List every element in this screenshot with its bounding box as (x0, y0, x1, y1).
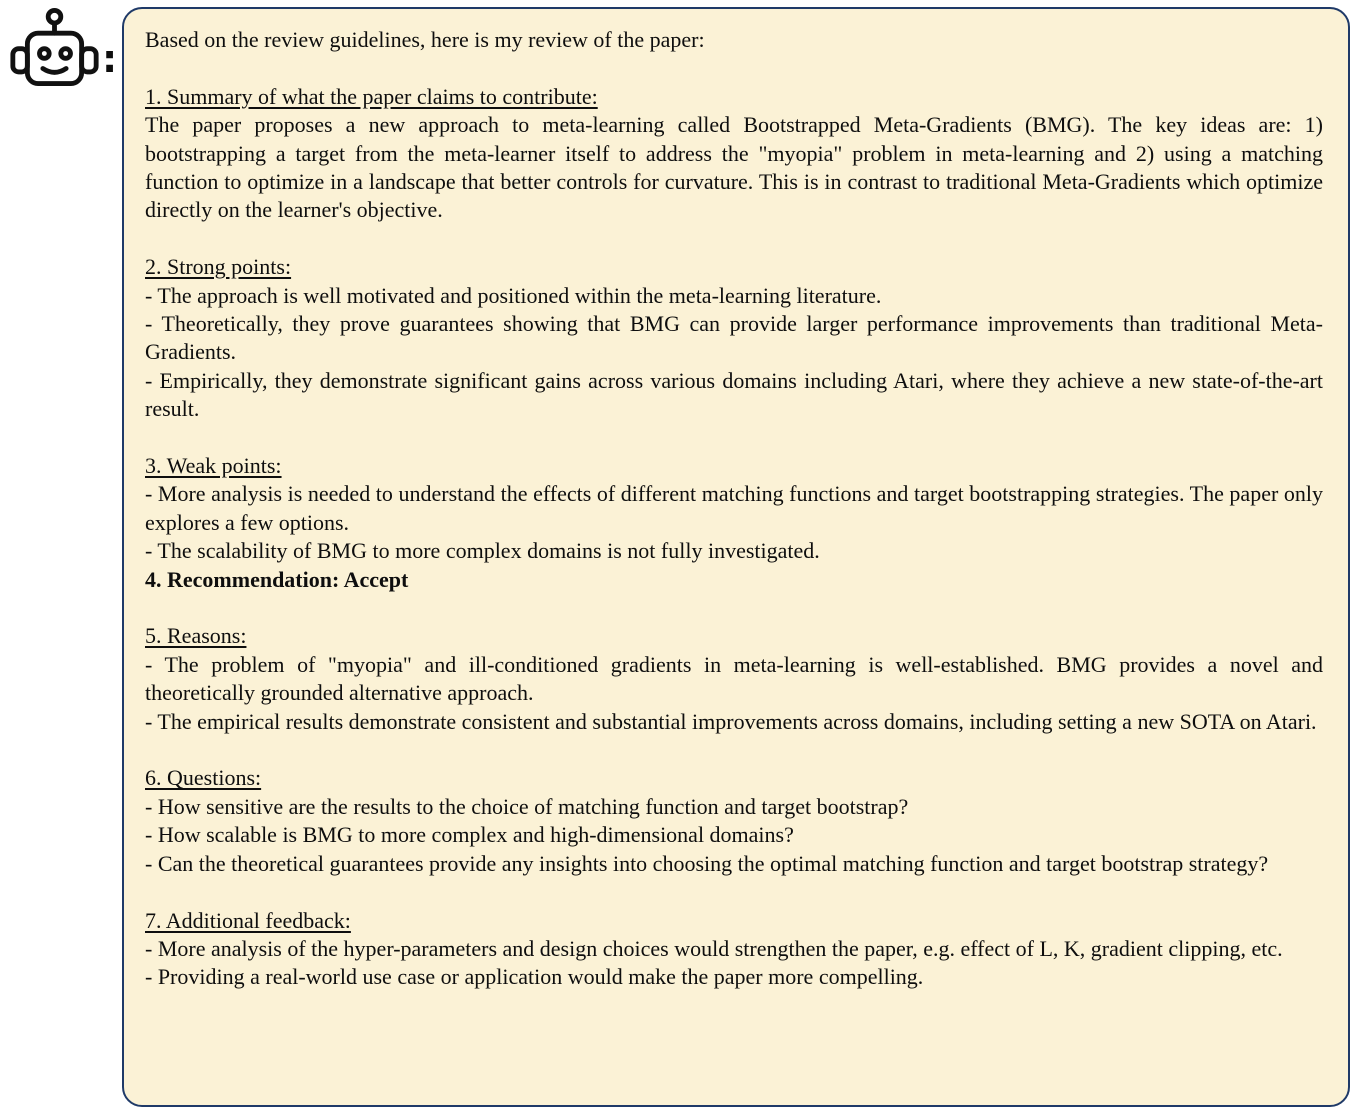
question-item: - How sensitive are the results to the choice of matching function and target bootstrap? (145, 793, 909, 819)
review-section-strong-points (145, 253, 1323, 423)
question-item: - Can the theoretical guarantees provide any insights into choosing the optimal matching function and target bootstrap strategy? (145, 850, 1269, 876)
robot-right-eye (61, 49, 71, 59)
review-section-reasons (145, 622, 1323, 736)
strong-point-item: - Theoretically, they prove guarantees showing that BMG can provide larger performance improvements than traditional Meta-Gradients. (145, 311, 1323, 365)
review-section-additional-feedback (145, 907, 1323, 992)
review-intro: Based on the review guidelines, here is my review of the paper: (145, 27, 705, 52)
strong-point-item: - Empirically, they demonstrate significant gains across various domains including Atari, where they achieve a new state-of-the-art result. (145, 367, 1323, 422)
robot-left-ear (13, 49, 28, 72)
review-section-summary (145, 83, 1323, 225)
robot-mouth (43, 69, 66, 73)
section-heading-weak-points: 3. Weak points: (145, 453, 282, 479)
section-heading-strong-points: 2. Strong points: (145, 254, 292, 280)
review-bubble (122, 7, 1350, 1107)
recommendation-line: 4. Recommendation: Accept (145, 566, 409, 592)
reviewer-avatar (8, 7, 120, 100)
section-heading-summary: 1. Summary of what the paper claims to contribute: (145, 83, 598, 109)
robot-right-ear (82, 49, 97, 72)
weak-point-item: - More analysis is needed to understand the effects of different matching functions and target bootstrapping strategies. The paper only explores a few options. (145, 481, 1323, 535)
robot-left-eye (39, 49, 49, 59)
robot-icon (8, 7, 101, 100)
review-section-questions (145, 764, 1323, 878)
speaker-colon: : (102, 37, 118, 81)
robot-head (27, 33, 81, 83)
reason-item: - The problem of "myopia" and ill-conditioned gradients in meta-learning is well-established. BMG provides a novel and theoretically grounded alternative approach. (145, 651, 1323, 706)
review-section-weak-points (145, 452, 1323, 594)
feedback-item: - More analysis of the hyper-parameters and design choices would strengthen the paper, e.g. effect of L, K, gradient clipping, etc. (145, 935, 1283, 961)
strong-point-item: - The approach is well motivated and positioned within the meta-learning literature. (145, 282, 882, 308)
feedback-item: - Providing a real-world use case or application would make the paper more compelling. (145, 964, 924, 990)
question-item: - How scalable is BMG to more complex and high-dimensional domains? (145, 822, 794, 848)
section-heading-reasons: 5. Reasons: (145, 623, 247, 649)
summary-paragraph: The paper proposes a new approach to meta-learning called Bootstrapped Meta-Gradients (BMG). The key ideas are: 1) bootstrapping a target from the meta-learner itself to address the "myopia" problem in meta-learning and 2) using a matching function to optimize in a landscape that better controls for curvature. This is in contrast to traditional Meta-Gradients which optimize directly on the learner's objective. (145, 112, 1323, 223)
section-heading-additional-feedback: 7. Additional feedback: (145, 907, 351, 933)
reason-item: - The empirical results demonstrate consistent and substantial improvements across domains, including setting a new SOTA on Atari. (145, 708, 1317, 734)
weak-point-item: - The scalability of BMG to more complex domains is not fully investigated. (145, 538, 820, 564)
section-heading-questions: 6. Questions: (145, 765, 262, 791)
